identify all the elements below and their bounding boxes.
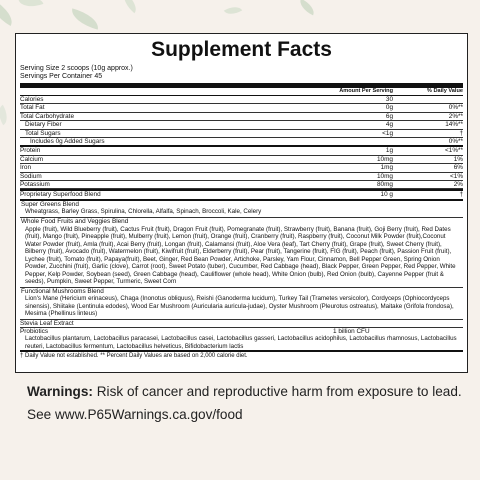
blend-ingredients: Lion's Mane (Hericium erinaceus), Chaga (Inonotus obliquus), Reishi (Ganoderma lucidum), Turkey Tail (Trametes versicolor), Cordyceps (Ophiocordyceps sinensis), Shiitake (Lentinula edodes), Wood Ear Mushroom (Auricularia auricula-judae), Oyster Mushroom (Pleurotus ostreatus), Maitake (Grifola frondosa), Mesima (Phellinus linteus) xyxy=(25,295,454,318)
nutrient-name: Potassium xyxy=(20,181,50,189)
fruits-veggies-blend xyxy=(20,218,463,288)
nutrient-amount: 4g xyxy=(385,121,393,129)
serving-size: Serving Size 2 scoops (10g approx.) xyxy=(20,65,133,72)
probiotics-amount: 1 billion CFU xyxy=(333,328,370,336)
leaf-decoration xyxy=(119,0,141,13)
nutrient-name: Sodium xyxy=(20,172,42,180)
blend-ingredients: Wheatgrass, Barley Grass, Spirulina, Chlorella, Alfalfa, Spinach, Broccoli, Kale, Celery xyxy=(25,208,262,216)
nutrient-row xyxy=(20,173,463,181)
nutrient-dv: 2% xyxy=(453,181,463,189)
nutrient-dv: † xyxy=(459,129,463,137)
warning-link: See www.P65Warnings.ca.gov/food xyxy=(27,407,243,422)
nutrient-row xyxy=(20,113,463,121)
mushrooms-blend xyxy=(20,288,463,320)
leaf-decoration xyxy=(19,0,44,11)
nutrient-dv xyxy=(393,96,463,103)
nutrient-row xyxy=(20,96,463,104)
dv-header: % Daily Value xyxy=(426,88,463,94)
amount-header: Amount Per Serving xyxy=(339,88,393,94)
nutrient-row xyxy=(20,147,463,155)
blend-title: Super Greens Blend xyxy=(21,200,79,208)
nutrient-name: Total Carbohydrate xyxy=(20,112,74,120)
leaf-decoration xyxy=(69,8,102,29)
stevia-label: Stevia Leaf Extract xyxy=(20,319,74,327)
nutrient-row xyxy=(20,104,463,112)
warning-label: Warnings: xyxy=(27,384,93,399)
nutrient-amount xyxy=(333,138,393,145)
blend-title: Functional Mushrooms Blend xyxy=(21,287,104,295)
nutrient-row xyxy=(20,156,463,164)
nutrient-row xyxy=(20,121,463,129)
nutrient-name: Calcium xyxy=(20,155,44,163)
leaf-decoration xyxy=(224,3,242,19)
nutrient-list xyxy=(20,96,463,189)
super-greens-blend xyxy=(20,201,463,218)
nutrient-name: Total Sugars xyxy=(25,129,61,137)
nutrient-name: Includes 0g Added Sugars xyxy=(30,138,105,146)
proprietary-name: Proprietary Superfood Blend xyxy=(20,191,101,199)
table-header xyxy=(20,88,463,96)
nutrient-amount: 10mg xyxy=(377,155,393,163)
nutrient-dv: 0%** xyxy=(448,104,463,112)
nutrient-name: Iron xyxy=(20,164,32,172)
blend-title: Whole Food Fruits and Veggies Blend xyxy=(21,217,129,225)
warning-text: Risk of cancer and reproductive harm from exposure to lead. xyxy=(92,384,462,399)
nutrient-dv: <1% xyxy=(450,172,463,180)
nutrient-amount: 1g xyxy=(385,147,393,155)
nutrient-dv: 0%** xyxy=(448,138,463,146)
prop65-warning xyxy=(27,380,467,426)
probiotics-strains: Lactobacillus plantarum, Lactobacillus paracasei, Lactobacillus casei, Lactobacillus gasseri, Lactobacillus acidophilus, Lactobacillus rhamnosus, Lactobacillus reuteri, Lactobacillus fermentum, Lactobacillus helveticus, Bifidobacterium lactis xyxy=(25,335,457,350)
leaf-decoration xyxy=(0,105,12,126)
nutrient-amount: <1g xyxy=(382,129,393,137)
nutrient-name: Protein xyxy=(20,147,41,155)
nutrient-dv: 6% xyxy=(453,164,463,172)
nutrient-dv: 2%** xyxy=(448,112,463,120)
leaf-decoration xyxy=(0,0,18,26)
proprietary-dv: † xyxy=(459,191,463,199)
nutrient-row xyxy=(20,130,463,138)
nutrient-row xyxy=(20,138,463,147)
stevia-row xyxy=(20,320,463,328)
panel-title: Supplement Facts xyxy=(151,38,332,61)
nutrient-amount: 30 xyxy=(385,96,393,103)
proprietary-blend-row xyxy=(20,189,463,200)
nutrient-amount: 80mg xyxy=(377,181,393,189)
nutrient-amount: 0g xyxy=(385,104,393,112)
nutrient-dv: <1%** xyxy=(445,147,463,155)
nutrient-dv: 1% xyxy=(453,155,463,163)
nutrient-name: Total Fat xyxy=(20,104,45,112)
leaf-decoration xyxy=(297,0,318,15)
blend-ingredients: Apple (fruit), Wild Blueberry (fruit), Cactus Fruit (fruit), Dragon Fruit (fruit), Pomegranate (fruit), Strawberry (fruit), Banana (fruit), Goji Berry (fruit), Red Dates (fruit), Mango (fruit), Pineapple (fruit), Mulberry (fruit), Lemon (fruit), Orange (fruit), Cranberry (fruit), Raspberry (fruit), Coconut Milk Powder (fruit),Coconut Water Powder (fruit), Amla (fruit), Acai Berry (fruit), Longan (fruit), Calamansi (fruit), Aloe Vera (leaf), Tart Cherry (fruit), Grape (fruit), Sweet Cherry (fruit), Bilberry (fruit), Avocado (fruit), Watermelon (fruit), Kiwifruit (fruit), Elderberry (fruit), Pear (fruit), Tangerine (fruit), FIG (fruit), Peach (fruit), Passion Fruit (fruit), Lychee (fruit), Tomato (fruit), Papaya(fruit), Beet, Ginger, Red Bean Powder, Artichoke, Parsley, Yam Flour, Cinnamon, Bell Pepper Green, Spring Onion Powder, Zucchini (fruit), Garlic (clove), Carrot (root), Sweet Potato (tuber), Cucumber, Red Cabbage (head), Black Pepper, Green Pepper, Red Pepper, White Pepper, Kelp Powder, Soybean (seed), Green Cabbage (head), Cauliflower (whole head), White Onion (bulb), Red Onion (bulb), Cayenne Pepper (fruit & seeds), Pumpkin, Sweet Pepper, Turmeric, Sweet Corn xyxy=(25,225,456,286)
probiotics-label: Probiotics xyxy=(20,328,49,336)
servings-per-container: Servings Per Container 45 xyxy=(20,73,103,80)
footnote: † Daily Value not established. ** Percent Daily Values are based on 2,000 calorie diet. xyxy=(20,353,248,360)
nutrient-amount: 10mg xyxy=(377,172,393,180)
supplement-facts-panel xyxy=(15,33,468,373)
nutrient-row xyxy=(20,164,463,172)
nutrient-name: Calories xyxy=(20,96,44,103)
nutrient-row xyxy=(20,181,463,189)
probiotics-block xyxy=(20,328,463,352)
nutrient-amount: 1mg xyxy=(380,164,393,172)
nutrient-name: Dietary Fiber xyxy=(25,121,62,129)
proprietary-amount: 10 g xyxy=(380,191,393,199)
nutrient-amount: 6g xyxy=(385,112,393,120)
nutrient-dv: 14%** xyxy=(445,121,463,129)
